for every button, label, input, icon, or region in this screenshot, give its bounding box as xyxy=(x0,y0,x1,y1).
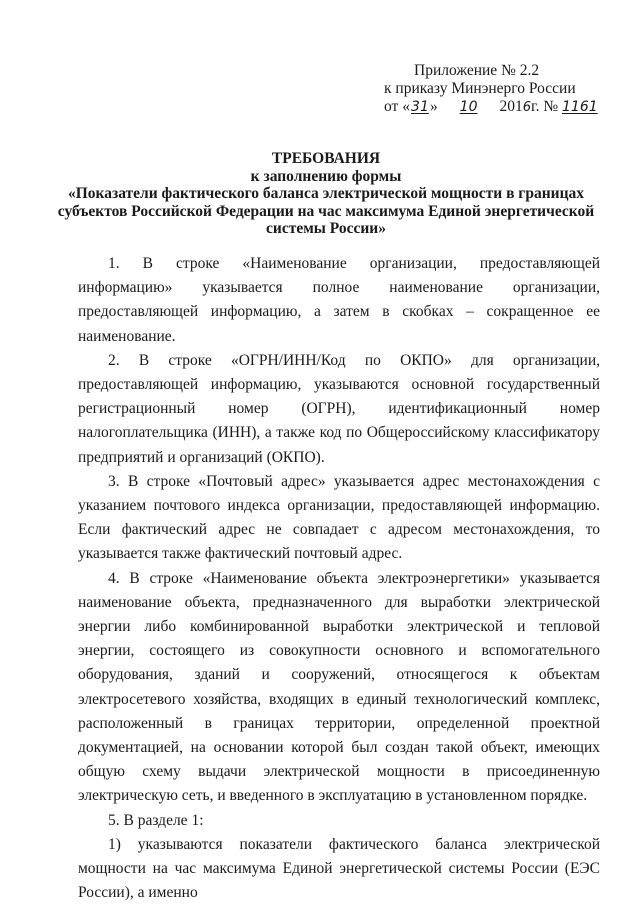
heading-title: ТРЕБОВАНИЯ xyxy=(271,150,381,167)
appendix-date-line xyxy=(384,98,634,117)
appendix-title: Приложение № 2.2 xyxy=(414,62,540,79)
paragraph-5: 5. В разделе 1: xyxy=(108,811,204,829)
date-year-prefix: 201 xyxy=(499,98,523,115)
document-body xyxy=(78,252,600,905)
handwritten-month: 10 xyxy=(459,99,478,115)
paragraph-3: 3. В строке «Почтовый адрес» указывается адрес местонахождения с указанием почтового индекса организации, предоставляющей информацию. Если фактический адрес не совпадает с адресом местонахождения, то указывается также фактический почтовый адрес. xyxy=(78,472,600,563)
paragraph-2: 2. В строке «ОГРН/ИНН/Код по ОКПО» для организации, предоставляющей информацию, указываются основной государственный регистрационный номер (ОГРН), идентификационный номер налогоплательщика (ИНН), а также код по Общероссийскому классификатору предприятий и организаций (ОКПО). xyxy=(78,351,600,466)
handwritten-order-number: 1161 xyxy=(562,99,598,115)
paragraph-1: 1. В строке «Наименование организации, предоставляющей информацию» указывается полное наименование организации, предоставляющей информацию, а затем в скобках – сокращенное ее наименование. xyxy=(78,255,600,345)
appendix-order-ref: к приказу Минэнерго России xyxy=(384,80,576,97)
heading-form-name: «Показатели фактического баланса электрической мощности в границах субъектов Российской Федерации на час максимума Единой энергетической системы России» xyxy=(57,185,595,237)
paragraph-4: 4. В строке «Наименование объекта электроэнергетики» указывается наименование объекта, предназначенного для выработки электрической энергии либо комбинированной выработки электрической и тепловой энергии, состоящего из совокупности основного и вспомогательного оборудования, зданий и сооружений, относящегося к объектам электросетевого хозяйства, входящих в единый технологический комплекс, расположенный в границах территории, определенной проектной документацией, на основании которой был создан такой объект, имеющих общую схему выдачи электрической мощности в присоединенную электрическую сеть, и введенного в эксплуатацию в установленном порядке. xyxy=(78,569,600,805)
date-mid: » xyxy=(429,98,438,115)
appendix-block xyxy=(384,62,634,117)
handwritten-day: 31 xyxy=(411,99,429,115)
date-prefix: от « xyxy=(384,98,410,115)
handwritten-year-digit: 6 xyxy=(522,100,531,115)
paragraph-5-1: 1) указываются показатели фактического баланса электрической мощности на час максимума Единой энергетической системы России (ЕЭС России), а именно xyxy=(78,835,600,902)
document-heading xyxy=(40,150,612,238)
date-suffix: г. № xyxy=(530,98,559,115)
heading-subtitle: к заполнению формы xyxy=(250,167,402,185)
